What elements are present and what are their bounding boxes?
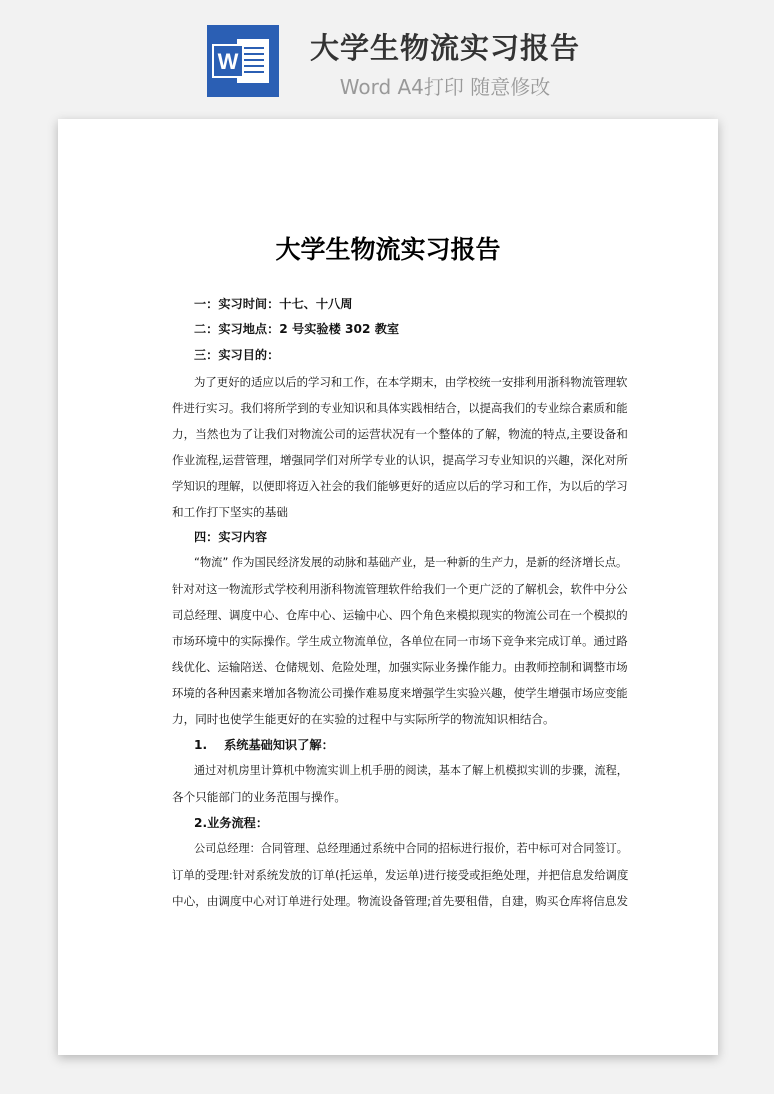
paragraph-line: 各个只能部门的业务范围与操作。	[172, 790, 346, 804]
section-heading: 一：实习时间：十七、十八周	[194, 297, 353, 311]
paragraph-line: 和工作打下坚实的基础	[172, 505, 288, 519]
header-subtitle: Word A4打印 随意修改	[339, 75, 551, 99]
paragraph-line: 通过对机房里计算机中物流实训上机手册的阅读，基本了解上机模拟实训的步骤，流程，	[194, 764, 628, 777]
svg-text:W: W	[217, 49, 239, 74]
section-heading: 四：实习内容	[194, 530, 268, 544]
word-document-icon	[207, 25, 279, 97]
paragraph-line: 为了更好的适应以后的学习和工作，在本学期末，由学校统一安排利用浙科物流管理软	[194, 375, 628, 389]
section-heading: 三：实习目的：	[194, 348, 280, 362]
paragraph-line: 线优化、运输陪送、仓储规划、危险处理，加强实际业务操作能力。由教师控制和调整市场	[172, 660, 628, 674]
paragraph-line: 力，当然也为了让我们对物流公司的运营状况有一个整体的了解，物流的特点,主要设备和	[172, 427, 628, 441]
paragraph-line: 公司总经理：合同管理、总经理通过系统中合同的招标进行报价，若中标可对合同签订。	[194, 842, 628, 855]
header-title: 大学生物流实习报告	[309, 31, 580, 65]
document-title: 大学生物流实习报告	[275, 235, 501, 264]
paragraph-line: 订单的受理:针对系统发放的订单(托运单，发运单)进行接受或拒绝处理，并把信息发给调度	[172, 868, 629, 882]
paragraph-line: 针对对这一物流形式学校利用浙科物流管理软件给我们一个更广泛的了解机会，软件中分公	[172, 582, 628, 596]
paragraph-line: “物流” 作为国民经济发展的动脉和基础产业，是一种新的生产力，是新的经济增长点。	[194, 556, 628, 569]
paragraph-line: 学知识的理解，以便即将迈入社会的我们能够更好的适应以后的学习和工作，为以后的学习	[172, 479, 628, 493]
paragraph-line: 中心，由调度中心对订单进行处理。物流设备管理;首先要租借，自建，购买仓库将信息发	[172, 894, 629, 908]
paragraph-line: 司总经理、调度中心、仓库中心、运输中心、四个角色来模拟现实的物流公司在一个模拟的	[172, 608, 628, 622]
header	[0, 0, 774, 110]
paragraph-line: 件进行实习。我们将所学到的专业知识和具体实践相结合，以提高我们的专业综合素质和能	[172, 401, 628, 415]
paragraph-line: 力，同时也使学生能更好的在实验的过程中与实际所学的物流知识相结合。	[172, 712, 555, 726]
section-heading: 二：实习地点：2 号实验楼 302 教室	[194, 322, 400, 336]
document-page	[58, 119, 718, 1055]
paragraph-line: 市场环境中的实际操作。学生成立物流单位，各单位在同一市场下竞争来完成订单。通过路	[172, 634, 628, 648]
section-heading: 2.业务流程：	[194, 816, 269, 830]
paragraph-line: 作业流程,运营管理，增强同学们对所学专业的认识，提高学习专业知识的兴趣，深化对所	[172, 453, 628, 467]
paragraph-line: 环境的各种因素来增加各物流公司操作难易度来增强学生实验兴趣，使学生增强市场应变能	[172, 686, 628, 700]
section-heading: 1. 系统基础知识了解：	[194, 738, 334, 752]
